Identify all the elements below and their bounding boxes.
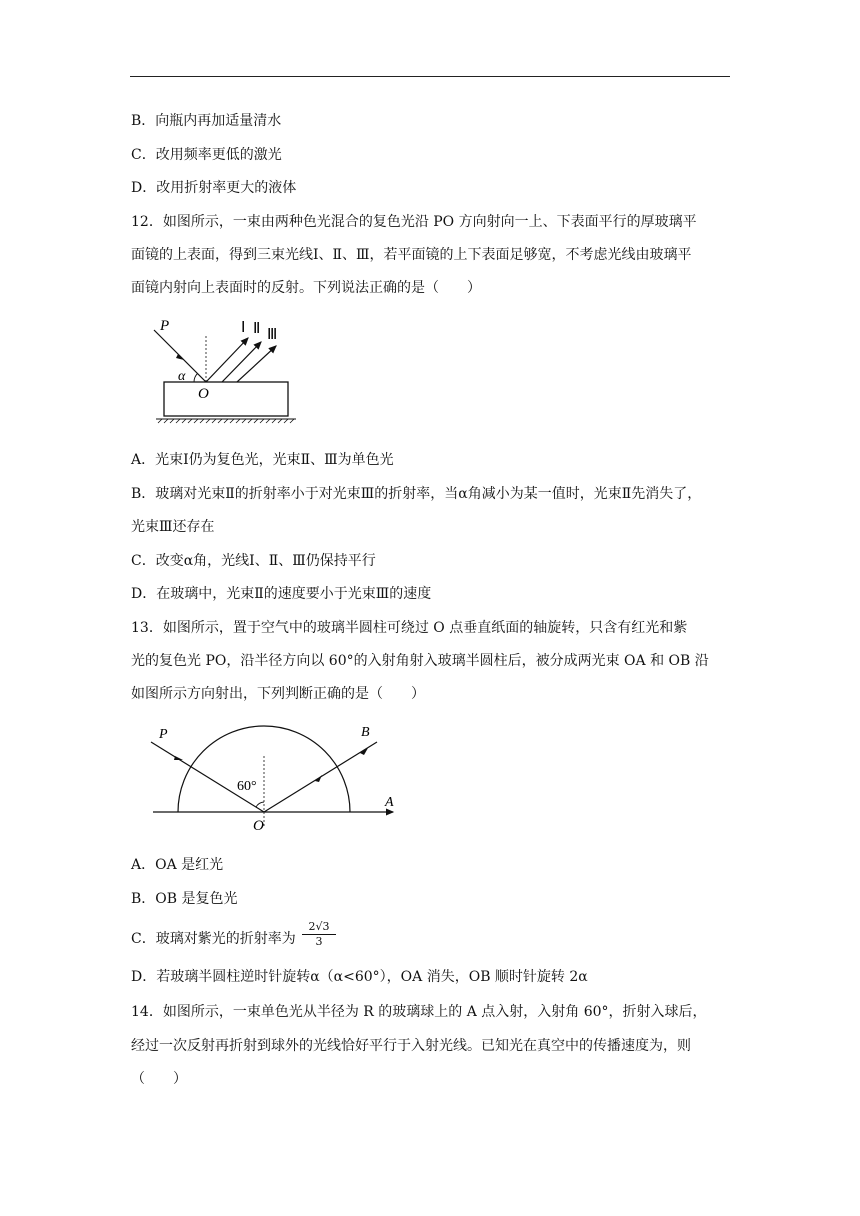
q13-stem-line1: 13．如图所示，置于空气中的玻璃半圆柱可绕过 O 点垂直纸面的轴旋转，只含有红光和紫 — [131, 620, 688, 636]
q12-stem-line1: 12．如图所示，一束由两种色光混合的复色光沿 PO 方向射向一上、下表面平行的厚玻璃平 — [131, 214, 697, 230]
q14-stem-line1: 14．如图所示，一束单色光从半径为 R 的玻璃球上的 A 点入射，入射角 60°，折射入球后， — [131, 1004, 707, 1020]
q13-figure — [145, 718, 405, 834]
fraction — [302, 920, 336, 949]
q12-option-d: D．在玻璃中，光束Ⅱ的速度要小于光束Ⅲ的速度 — [131, 586, 432, 602]
label-iii: Ⅲ — [267, 327, 278, 343]
ray-i — [206, 338, 248, 382]
q12-figure — [148, 316, 308, 424]
q12-stem-line3: 面镜内射向上表面时的反射。下列说法正确的是（ ） — [131, 280, 481, 296]
label-a: A — [385, 795, 394, 810]
label-o: O — [253, 818, 264, 834]
q13-option-b: B．OB 是复色光 — [131, 891, 238, 907]
label-alpha: α — [178, 369, 186, 384]
q12-option-b-line2: 光束Ⅲ还存在 — [131, 519, 215, 535]
q12-option-c: C．改变α角，光线Ⅰ、Ⅱ、Ⅲ仍保持平行 — [131, 553, 376, 569]
q13-option-d: D．若玻璃半圆柱逆时针旋转α（α<60°），OA 消失，OB 顺时针旋转 2α — [131, 969, 588, 985]
incident-ray — [151, 742, 264, 812]
q13-option-c: C．玻璃对紫光的折射率为 — [131, 931, 296, 947]
fraction-numerator: 2√3 — [302, 920, 336, 935]
label-p: P — [159, 727, 168, 742]
q12-option-a: A．光束Ⅰ仍为复色光，光束Ⅱ、Ⅲ为单色光 — [131, 452, 394, 468]
ray-ii — [222, 342, 261, 382]
q13-stem-line3: 如图所示方向射出，下列判断正确的是（ ） — [131, 686, 425, 702]
header-rule — [130, 76, 730, 77]
glass-block — [164, 382, 288, 416]
q12-option-b-line1: B．玻璃对光束Ⅱ的折射率小于对光束Ⅲ的折射率，当α角减小为某一值时，光束Ⅱ先消失了， — [131, 486, 702, 502]
option-b-prev: B．向瓶内再加适量清水 — [131, 113, 282, 129]
q13-stem-line2: 光的复色光 PO，沿半径方向以 60°的入射角射入玻璃半圆柱后，被分成两光束 OA 和 OB 沿 — [131, 653, 709, 669]
q14-stem-line2: 经过一次反射再折射到球外的光线恰好平行于入射光线。已知光在真空中的传播速度为，则 — [131, 1038, 691, 1054]
q13-option-a: A．OA 是红光 — [131, 857, 224, 873]
ray-iii — [237, 346, 276, 382]
label-b: B — [361, 725, 370, 740]
q14-stem-line3: （ ） — [131, 1071, 187, 1087]
option-c-prev: C．改用频率更低的激光 — [131, 147, 282, 163]
label-angle: 60° — [237, 779, 257, 794]
fraction-denominator: 3 — [315, 935, 323, 948]
option-d-prev: D．改用折射率更大的液体 — [131, 180, 297, 196]
label-o: O — [198, 386, 209, 402]
q12-stem-line2: 面镜的上表面，得到三束光线Ⅰ、Ⅱ、Ⅲ，若平面镜的上下表面足够宽，不考虑光线由玻璃平 — [131, 247, 692, 263]
label-i: Ⅰ — [241, 320, 246, 336]
label-p: P — [160, 318, 170, 334]
label-ii: Ⅱ — [253, 321, 261, 337]
